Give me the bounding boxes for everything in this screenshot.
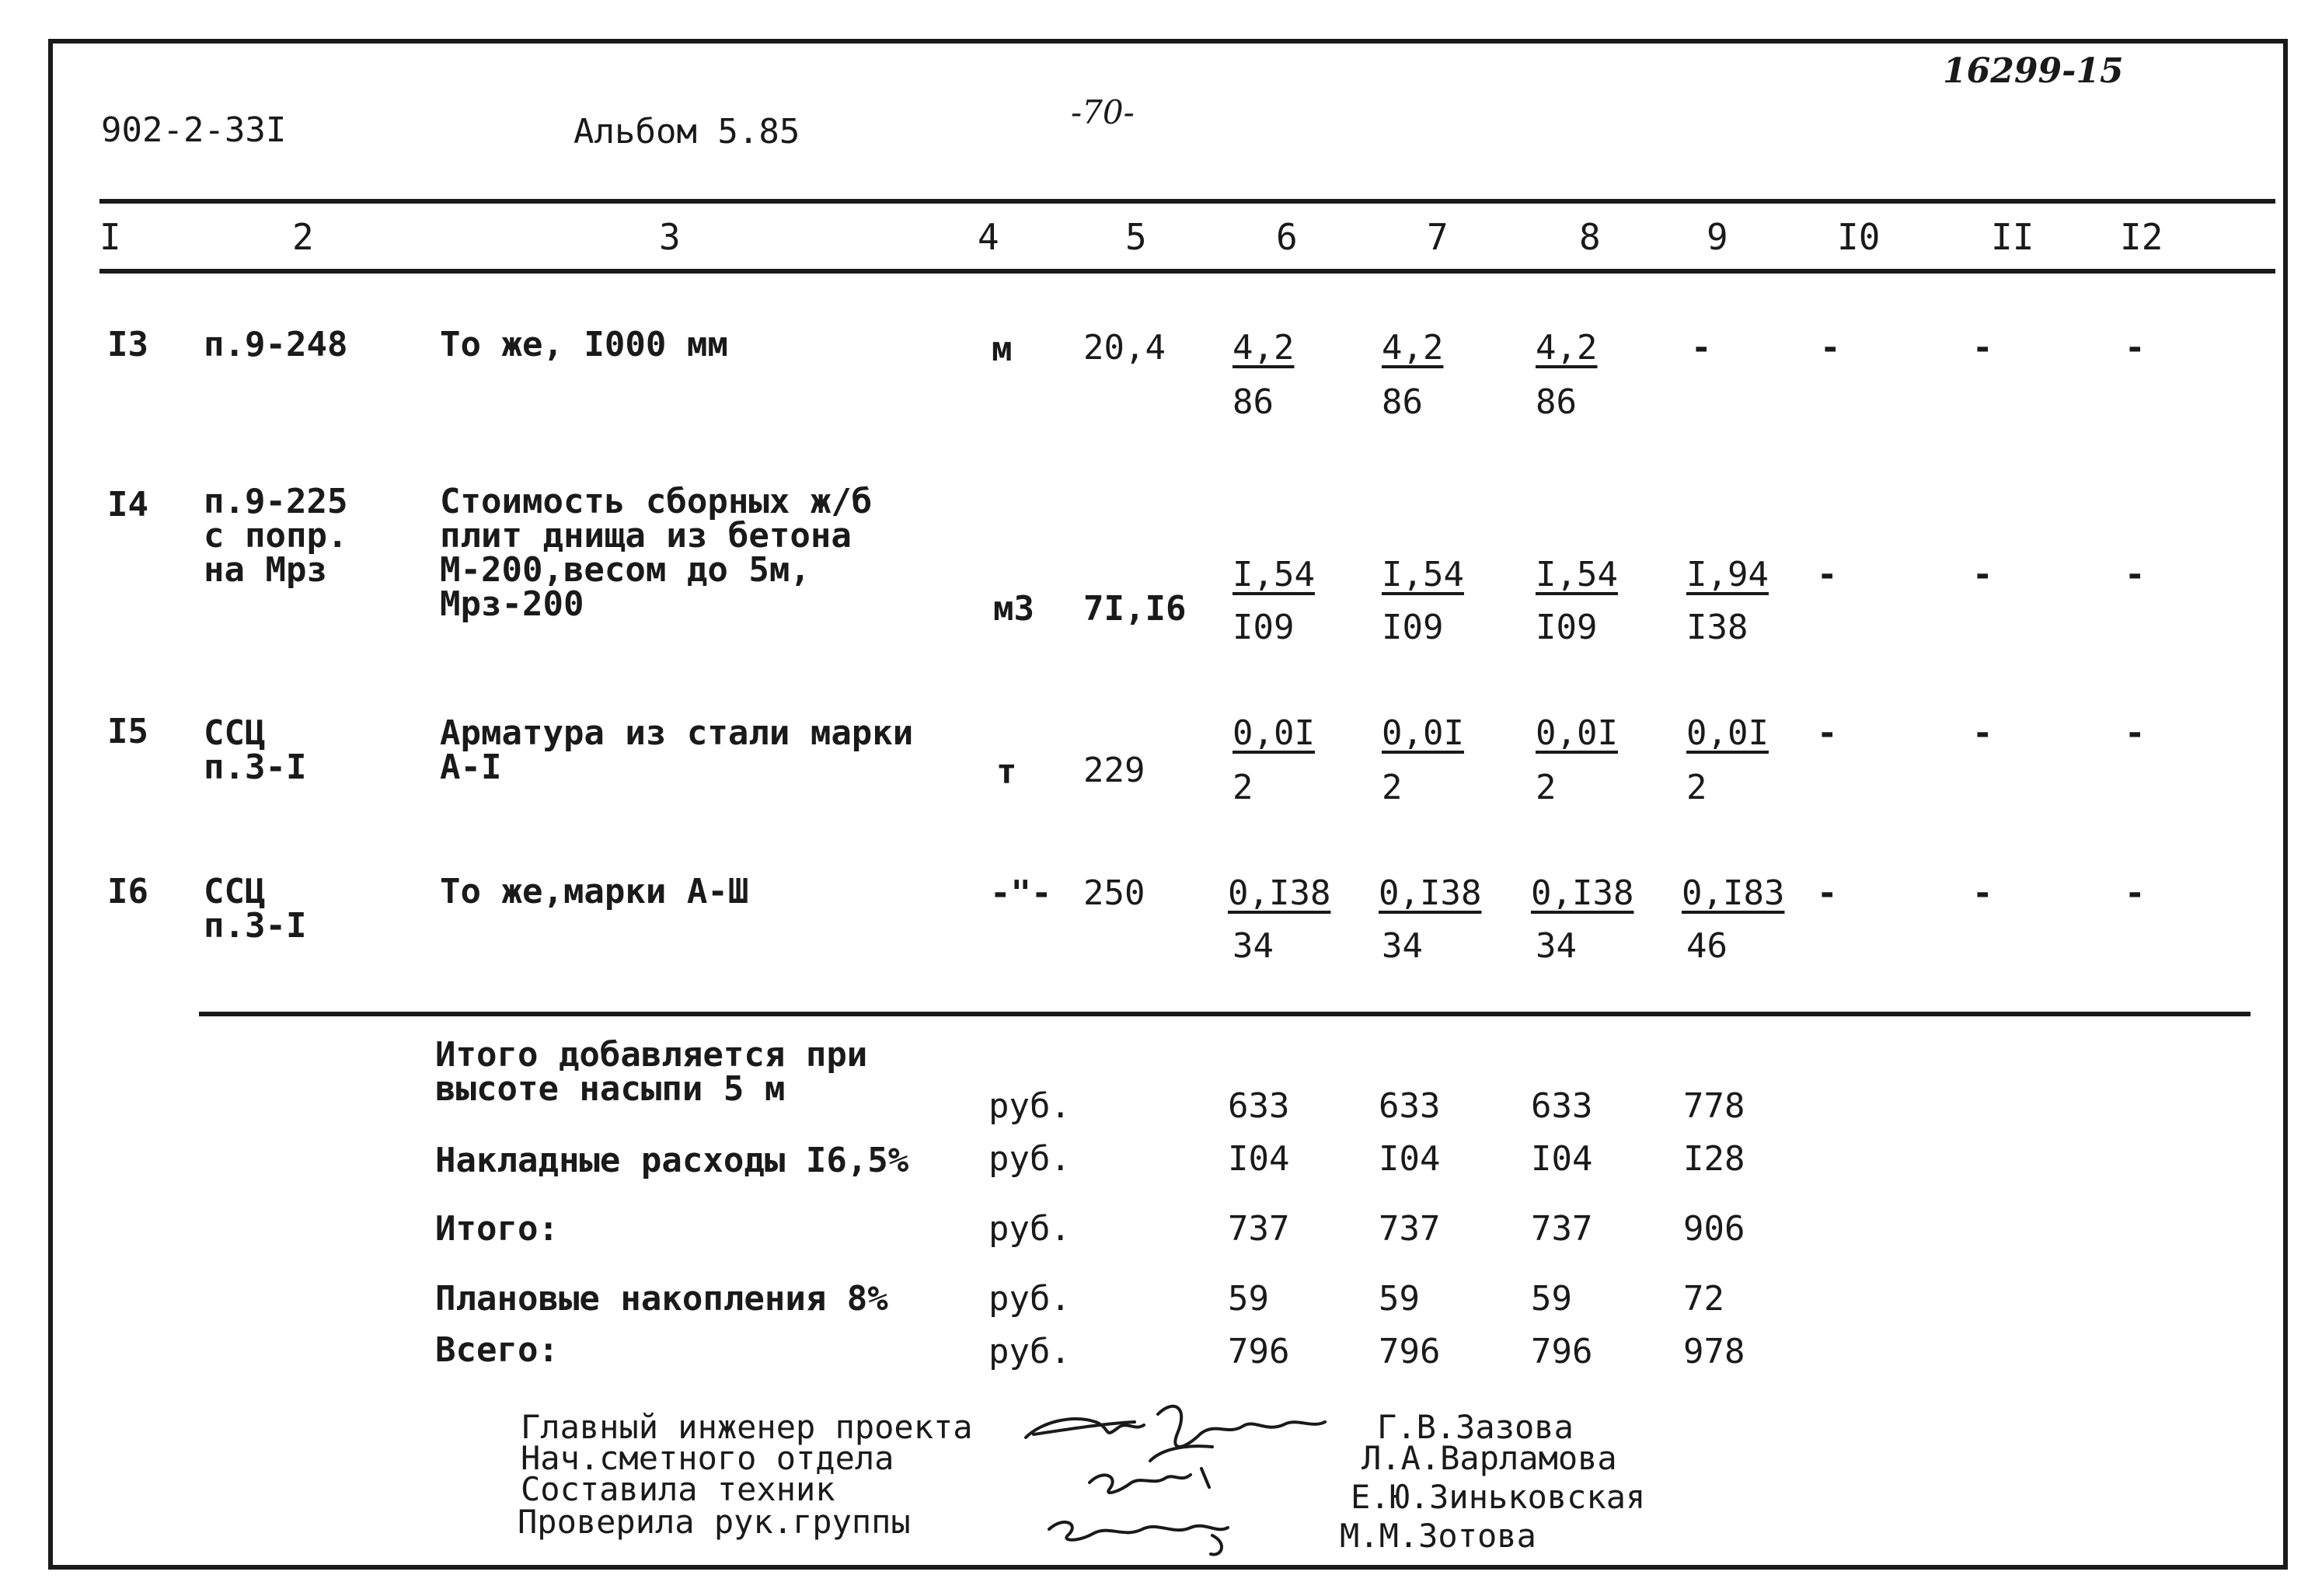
totals-value: 633 [1228,1086,1290,1126]
col-header: 6 [1276,216,1298,258]
cell-qty: 0,I38 [1228,873,1331,913]
row-unit: -"- [990,873,1052,913]
row-number: I4 [107,485,148,524]
signatory-name: Г.В.Зазова [1377,1408,1574,1446]
cell-qty: 0,I38 [1531,873,1634,913]
cell-dash: - [1972,555,1993,594]
cell-qty: I,54 [1232,555,1315,594]
cell-qty: 0,0I [1686,713,1769,753]
cell-cost: I09 [1382,608,1444,647]
signatory-name: Е.Ю.Зиньковская [1351,1478,1646,1516]
cell-cost: 34 [1232,926,1274,966]
row-unit: м [992,329,1013,369]
cell-qty: 0,I38 [1379,873,1482,913]
totals-value: 778 [1683,1086,1745,1126]
totals-unit: руб. [988,1209,1071,1249]
row-number: I6 [107,872,148,911]
totals-value: 72 [1683,1279,1724,1319]
totals-label: Плановые накопления 8% [435,1279,888,1319]
cell-cost: 2 [1536,768,1557,807]
album-label: Альбом 5.85 [574,112,800,152]
col-header: I [99,216,121,258]
totals-value: I04 [1531,1139,1593,1179]
doc-code: 902-2-33I [101,110,287,150]
row-description: Стоимость сборных ж/б плит днища из бетона М-200,весом до 5м, Мрз-200 [440,482,873,624]
cell-dash: - [1972,328,1993,368]
col-header: 7 [1427,216,1449,258]
signatory-role: Проверила рук.группы [518,1503,911,1541]
cell-dash: - [2125,873,2146,913]
cell-cost: 86 [1536,382,1577,422]
col-header: 9 [1707,216,1728,258]
totals-value: 978 [1683,1332,1745,1371]
cell-dash: - [1972,873,1993,913]
totals-value: I04 [1379,1139,1441,1179]
row-description: То же,марки А-Ш [440,872,749,911]
totals-value: I04 [1228,1139,1290,1179]
cell-cost: 34 [1382,926,1423,966]
cell-dash: - [1817,555,1838,594]
signatory-role: Нач.сметного отдела [521,1439,894,1477]
cell-qty: I,54 [1536,555,1618,594]
totals-rule [199,1012,2251,1016]
cell-qty: 4,2 [1536,328,1598,368]
cell-qty: 0,0I [1536,713,1618,753]
col-header: I2 [2120,216,2163,258]
cell-cost: I09 [1232,608,1295,647]
totals-value: 737 [1228,1209,1290,1249]
cell-dash: - [1820,328,1841,368]
cell-qty: I,54 [1382,555,1464,594]
cell-cost: 86 [1382,382,1423,422]
cell-cost: 2 [1686,768,1707,807]
col-header: 4 [978,216,999,258]
row-price: 7I,I6 [1083,589,1187,629]
totals-value: 59 [1228,1279,1269,1319]
totals-unit: руб. [988,1086,1071,1126]
row-number: I3 [107,325,148,364]
cell-cost: 34 [1536,926,1577,966]
totals-unit: руб. [988,1279,1071,1319]
row-description: Арматура из стали марки А-I [440,713,914,787]
row-price: 229 [1083,751,1145,790]
totals-value: 796 [1379,1332,1441,1371]
row-unit: м3 [993,589,1034,629]
totals-value: 737 [1531,1209,1593,1249]
totals-label: Итого: [435,1209,559,1249]
cell-qty: 4,2 [1232,328,1295,368]
sheet-id: 16299-15 [1943,51,2124,91]
cell-dash: - [1817,873,1838,913]
cell-cost: 86 [1232,382,1274,422]
totals-value: 633 [1379,1086,1441,1126]
col-header: I0 [1837,216,1881,258]
cell-dash: - [1817,713,1838,753]
totals-label: Всего: [435,1330,559,1370]
cell-dash: - [2125,555,2146,594]
signatory-role: Главный инженер проекта [521,1408,973,1446]
row-reference: п.9-248 [204,325,348,364]
totals-value: 906 [1683,1209,1745,1249]
totals-unit: руб. [988,1139,1071,1179]
row-unit: т [996,752,1017,792]
row-number: I5 [107,712,148,751]
totals-value: 796 [1228,1332,1290,1371]
header-bottom-rule [99,269,2275,274]
header-top-rule [99,199,2275,204]
totals-value: 737 [1379,1209,1441,1249]
row-reference: п.9-225 с попр. на Мрз [204,482,348,590]
cell-dash: - [2125,713,2146,753]
handwritten-signatures [1018,1391,1344,1570]
totals-value: I28 [1683,1139,1745,1179]
page-number: -70- [1071,93,1135,131]
cell-qty: 0,0I [1382,713,1464,753]
totals-label: Накладные расходы I6,5% [435,1141,909,1180]
totals-value: 59 [1531,1279,1572,1319]
cell-qty: 0,I83 [1682,873,1785,913]
totals-label: Итого добавляется при высоте насыпи 5 м [435,1035,868,1109]
signatory-role: Составила техник [521,1470,835,1508]
cell-qty: 4,2 [1382,328,1444,368]
cell-cost: 2 [1382,768,1403,807]
row-price: 250 [1083,873,1145,913]
signatory-name: М.М.Зотова [1340,1517,1536,1555]
totals-unit: руб. [988,1332,1071,1371]
cell-qty: I,94 [1686,555,1769,594]
signatory-name: Л.А.Варламова [1361,1439,1617,1477]
cell-qty: 0,0I [1232,713,1315,753]
totals-value: 796 [1531,1332,1593,1371]
totals-value: 59 [1379,1279,1420,1319]
row-price: 20,4 [1083,328,1166,368]
row-reference: ССЦ п.3-I [204,872,307,946]
col-header: II [1991,216,2034,258]
row-reference: ССЦ п.3-I [204,713,307,787]
totals-value: 633 [1531,1086,1593,1126]
col-header: 2 [292,216,314,258]
cell-cost: 2 [1232,768,1253,807]
cell-cost: I09 [1536,608,1598,647]
cell-dash: - [1972,713,1993,753]
cell-cost: I38 [1686,608,1748,647]
cell-cost: 46 [1686,926,1728,966]
cell-dash: - [2125,328,2146,368]
row-description: То же, I000 мм [440,325,728,364]
col-header: 5 [1125,216,1147,258]
col-header: 8 [1579,216,1601,258]
cell-dash: - [1691,328,1712,368]
col-header: 3 [659,216,681,258]
